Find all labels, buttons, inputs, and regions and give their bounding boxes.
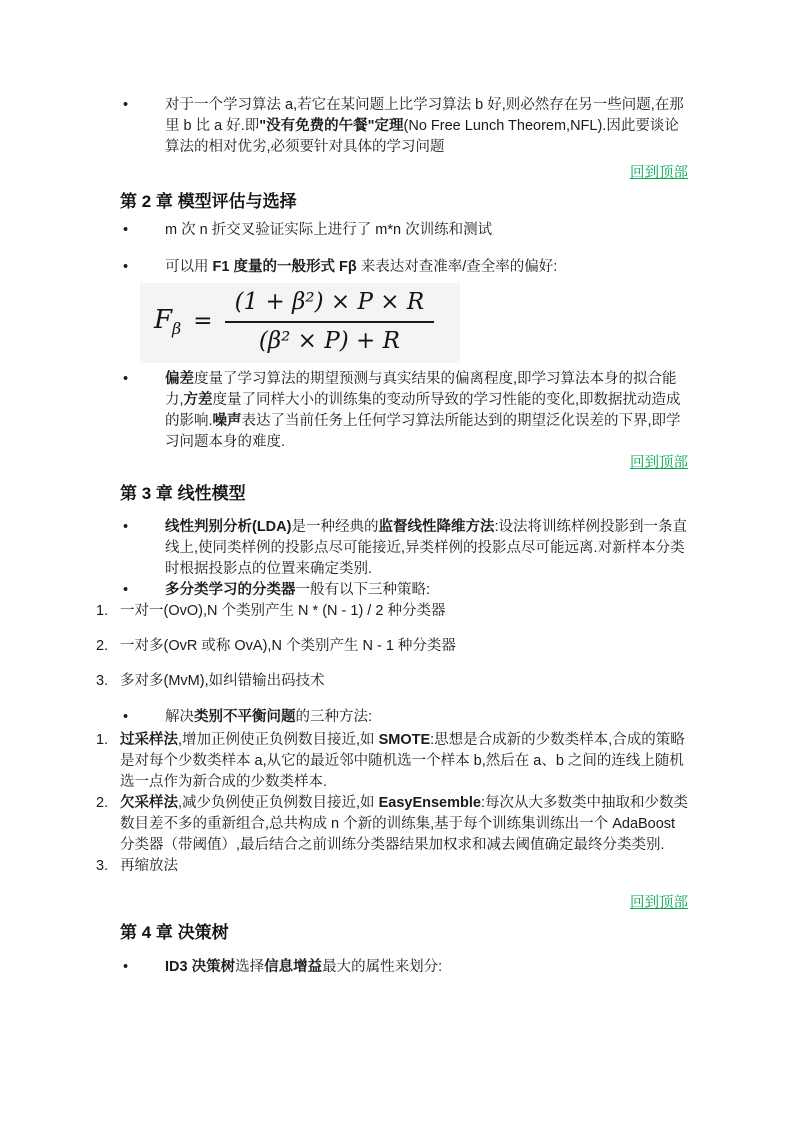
text-run: m 次 n 折交叉验证实际上进行了 m*n 次训练和测试 bbox=[165, 222, 493, 238]
text-run: 的三种方法: bbox=[295, 708, 373, 725]
text-run: 类别不平衡问题 bbox=[194, 708, 296, 725]
back-to-top-link[interactable]: 回到顶部 bbox=[630, 454, 688, 471]
bullet-item bbox=[96, 369, 688, 453]
text-run: 方差 bbox=[183, 391, 213, 408]
f-beta-formula bbox=[140, 283, 460, 363]
numbered-item bbox=[96, 793, 688, 856]
back-to-top-row bbox=[96, 893, 688, 914]
chapter-4-heading: 第 4 章 决策树 bbox=[120, 922, 229, 942]
bullet-item bbox=[96, 257, 688, 278]
numbered-item bbox=[96, 730, 688, 793]
text-run: SMOTE bbox=[378, 731, 431, 748]
bullet-item bbox=[96, 517, 688, 580]
numbered-item bbox=[96, 856, 688, 877]
chapter-3-heading: 第 3 章 线性模型 bbox=[120, 483, 246, 503]
numbered-item bbox=[96, 636, 688, 657]
text-run: 可以用 bbox=[165, 259, 213, 275]
back-to-top-row bbox=[96, 163, 688, 184]
formula-equals: = bbox=[193, 308, 213, 335]
text-run: :每次从大多数类中抽取和少数类数目差不多的重新组合,总共构成 n 个新的训练集,基于每个训练集训练出一个 AdaBoost 分类器（带阈值）,最后结合之前训练分类器结果加权求和减去阈值确定最终分类类别. bbox=[120, 794, 688, 853]
formula-lhs: $F_\beta$ bbox=[154, 305, 182, 339]
text-run: 度量了同样大小的训练集的变动所导致的学习性能的变化,即数据扰动造成的影响. bbox=[165, 391, 681, 429]
formula-fraction bbox=[225, 288, 435, 356]
bullet-marker: • bbox=[123, 708, 129, 725]
bullet-marker: • bbox=[123, 581, 129, 598]
text-run: 再缩放法 bbox=[120, 857, 178, 874]
numbered-item bbox=[96, 671, 688, 692]
number-marker: 3. bbox=[96, 857, 109, 874]
bullet-item bbox=[96, 707, 688, 728]
text-run: 一般有以下三种策略: bbox=[295, 581, 431, 598]
text-run: 一对一(OvO),N 个类别产生 N * (N - 1) / 2 种分类器 bbox=[120, 602, 446, 619]
bullet-marker: • bbox=[123, 518, 129, 535]
text-run: 多分类学习的分类器 bbox=[165, 581, 296, 598]
text-run: 来表达对查准率/查全率的偏好: bbox=[356, 259, 558, 275]
text-run: 监督线性降维方法 bbox=[378, 518, 495, 535]
back-to-top-link[interactable]: 回到顶部 bbox=[630, 165, 688, 181]
text-run: 过采样法 bbox=[120, 731, 178, 748]
text-run: (No Free Lunch Theorem,NFL).因此要谈论算法的相对优劣,必须要针对具体的学习问题 bbox=[165, 118, 679, 155]
text-run: EasyEnsemble bbox=[378, 794, 481, 811]
number-marker: 1. bbox=[96, 602, 109, 619]
number-marker: 1. bbox=[96, 731, 109, 748]
text-run: :思想是合成新的少数类样本,合成的策略是对每个少数类样本 a,从它的最近邻中随机选一个样本 b,然后在 a、b 之间的连线上随机选一点作为新合成的少数类样本. bbox=[120, 731, 685, 790]
text-run: ,减少负例使正负例数目接近,如 bbox=[178, 794, 379, 811]
formula-denominator: (β² × P) + R bbox=[258, 327, 400, 354]
back-to-top-row bbox=[96, 453, 688, 474]
bullet-marker: • bbox=[123, 97, 129, 113]
text-run: F1 度量的一般形式 Fβ bbox=[212, 259, 357, 275]
text-run: ID3 决策树 bbox=[165, 958, 236, 975]
bullet-marker: • bbox=[123, 958, 129, 975]
text-run: "没有免费的午餐"定理 bbox=[259, 118, 404, 134]
bullet-item bbox=[96, 95, 688, 158]
text-run: 多对多(MvM),如纠错输出码技术 bbox=[120, 672, 325, 689]
bullet-marker: • bbox=[123, 259, 129, 275]
text-run: ,增加正例使正负例数目接近,如 bbox=[178, 731, 379, 748]
bullet-item bbox=[96, 580, 688, 601]
bullet-marker: • bbox=[123, 222, 129, 238]
numbered-item bbox=[96, 601, 688, 622]
text-run: 欠采样法 bbox=[120, 794, 178, 811]
bullet-item bbox=[96, 957, 688, 978]
text-run: 是一种经典的 bbox=[291, 518, 379, 535]
text-run: 对于一个学习算法 a,若它在某问题上比学习算法 b 好,则必然存在另一些问题,在那里 b 比 a 好.即 bbox=[165, 97, 684, 134]
text-run: 度量了学习算法的期望预测与真实结果的偏离程度,即学习算法本身的拟合能力, bbox=[165, 370, 677, 408]
number-marker: 2. bbox=[96, 794, 109, 811]
text-run: 表达了当前任务上任何学习算法所能达到的期望泛化误差的下界,即学习问题本身的难度. bbox=[165, 412, 681, 450]
chapter-2-heading: 第 2 章 模型评估与选择 bbox=[120, 192, 297, 211]
text-run: 信息增益 bbox=[264, 958, 323, 975]
text-run: 一对多(OvR 或称 OvA),N 个类别产生 N - 1 种分类器 bbox=[120, 637, 456, 654]
text-run: 选择 bbox=[235, 958, 265, 975]
text-run: :设法将训练样例投影到一条直线上,使同类样例的投影点尽可能接近,异类样例的投影点尽可能远离.对新样本分类时根据投影点的位置来确定类别. bbox=[165, 518, 687, 577]
text-run: 线性判别分析(LDA) bbox=[165, 518, 292, 535]
text-run: 偏差 bbox=[165, 370, 194, 387]
bullet-marker: • bbox=[123, 370, 129, 387]
back-to-top-link[interactable]: 回到顶部 bbox=[630, 894, 688, 911]
number-marker: 3. bbox=[96, 672, 109, 689]
number-marker: 2. bbox=[96, 637, 109, 654]
bullet-item bbox=[96, 220, 688, 241]
text-run: 噪声 bbox=[212, 412, 242, 429]
formula-numerator: (1 + β²) × P × R bbox=[225, 288, 435, 323]
formula-subscript: β bbox=[172, 319, 182, 339]
text-run: 解决 bbox=[165, 708, 194, 725]
text-run: 最大的属性来划分: bbox=[322, 958, 443, 975]
